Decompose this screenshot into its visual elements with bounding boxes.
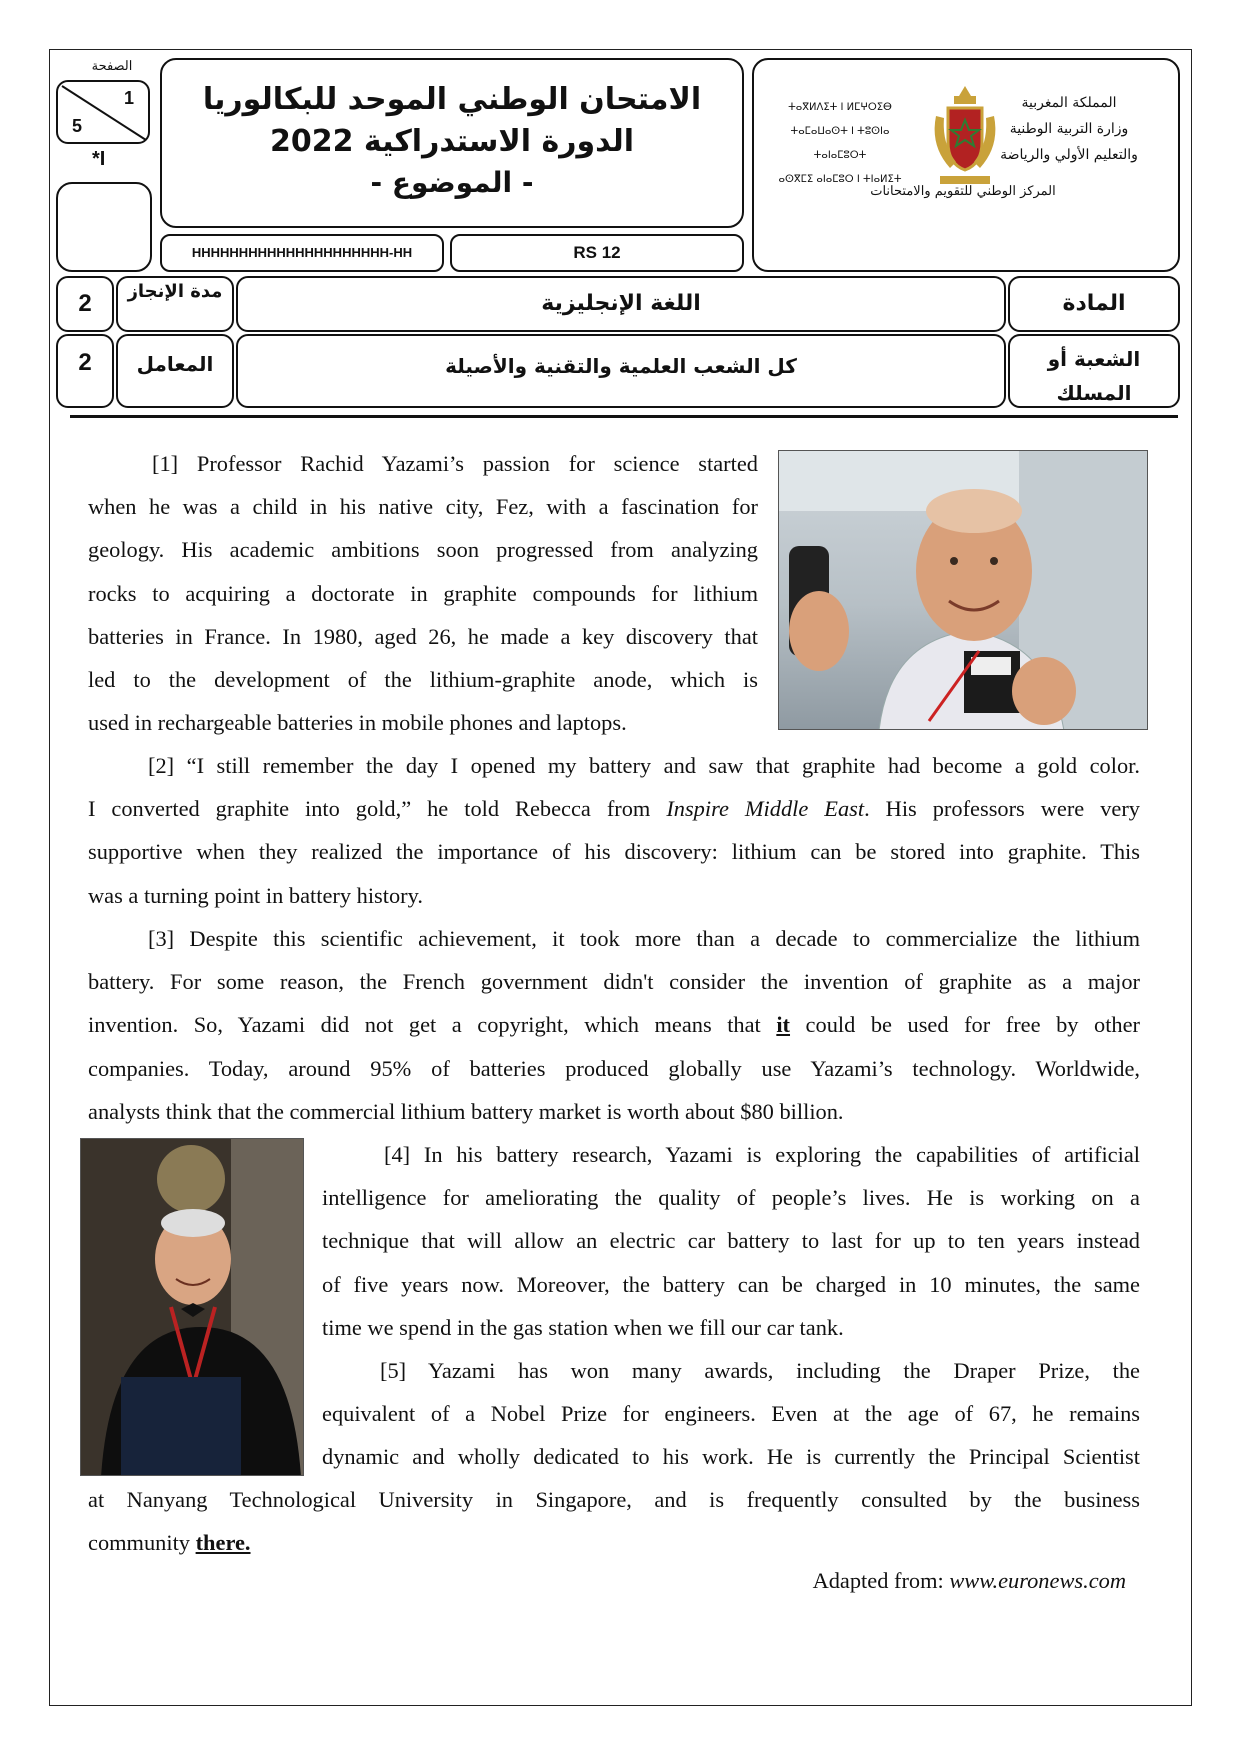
paragraph-5 xyxy=(322,1349,1140,1479)
p1-line-2: when he was a child in his native city, Fez, with a fascination for xyxy=(88,494,758,520)
tifinagh-line-3: ⴰⵙⴳⵎⵉ ⴰⵏⴰⵎⵓⵔ ⵏ ⵜⵏⴰⵍⵉⵜ xyxy=(778,174,902,185)
p3-line-5: analysts think that the commercial lithium battery market is worth about $80 billion. xyxy=(88,1098,844,1124)
coef-key-box xyxy=(116,334,234,408)
paragraph-4 xyxy=(322,1133,1140,1349)
page-current: 1 xyxy=(123,88,134,108)
subject-value-box xyxy=(236,276,1006,332)
award-portrait-drawing xyxy=(81,1139,304,1476)
subject-heading: - الموضوع - xyxy=(370,166,534,199)
p4-line-2: intelligence for ameliorating the quality of people’s lives. He is working on a xyxy=(322,1185,1140,1211)
p4-line-3: technique that will allow an electric car battery to last for up to ten years instead xyxy=(322,1228,1140,1254)
code-left: HHHHHHHHHHHHHHHHHHHHH-HH xyxy=(191,245,413,260)
pronoun-it: it xyxy=(776,1012,791,1038)
p2-line-2-before: I converted graphite into gold,” he told Rebecca from xyxy=(88,796,667,822)
p2-line-2 xyxy=(88,787,1140,830)
source-url: www.euronews.com xyxy=(949,1568,1126,1593)
p3-line-4: companies. Today, around 95% of batteries produced globally use Yazami’s technology. Worldwide, xyxy=(88,1055,1140,1081)
p1-line-4: rocks to acquiring a doctorate in graphite compounds for lithium xyxy=(88,580,758,606)
p2-line-3: supportive when they realized the importance of his discovery: lithium can be stored into graphite. This xyxy=(88,839,1140,865)
p3-line-3-after: could be used for free by other xyxy=(790,1012,1140,1038)
source-credit xyxy=(700,1568,1126,1594)
duration-value-box xyxy=(56,276,114,332)
p4-line-1: [4] In his battery research, Yazami is exploring the capabilities of artificial xyxy=(384,1142,1140,1167)
p3-line-2: battery. For some reason, the French government didn't consider the invention of graphite as a major xyxy=(88,969,1140,995)
p5-line-5 xyxy=(88,1521,1140,1564)
paragraph-1 xyxy=(88,442,758,744)
tifinagh-line-2: ⵜⴰⵎⴰⵡⴰⵙⵜ ⵏ ⵜⵓⵙⵏⴰ ⵜⴰⵏⴰⵎⵓⵔⵜ xyxy=(790,126,890,161)
p5-line-4: at Nanyang Technological University in Singapore, and is frequently consulted by the business xyxy=(88,1487,1140,1512)
tifinagh-line-1: ⵜⴰⴳⵍⴷⵉⵜ ⵏ ⵍⵎⵖⵔⵉⴱ xyxy=(788,102,892,113)
branch-value: كل الشعب العلمية والتقنية والأصيلة xyxy=(445,354,797,378)
coef-value-box xyxy=(56,334,114,408)
p4-line-5: time we spend in the gas station when we fill our car tank. xyxy=(322,1314,844,1340)
p4-line-4: of five years now. Moreover, the battery can be charged in 10 minutes, the same xyxy=(322,1271,1140,1297)
ministry-line-2: وزارة التربية الوطنية xyxy=(1009,121,1129,137)
p3-line-3-before: invention. So, Yazami did not get a copyright, which means that xyxy=(88,1012,777,1038)
p1-line-1: [1] Professor Rachid Yazami’s passion for science started xyxy=(152,451,758,476)
page-number-box xyxy=(56,80,150,144)
branch-key: الشعبة أو المسلك xyxy=(1047,347,1141,405)
p1-line-3: geology. His academic ambitions soon progressed from analyzing xyxy=(88,537,758,563)
branch-key-box xyxy=(1008,334,1180,408)
ministry-tifinagh xyxy=(770,96,910,192)
adverb-there: there. xyxy=(195,1530,251,1556)
yazami-battery-photo xyxy=(778,450,1148,730)
header-rule xyxy=(70,415,1178,418)
exam-title: الامتحان الوطني الموحد للبكالوريا xyxy=(202,82,702,117)
code-left-box xyxy=(160,234,444,272)
p3-line-1: [3] Despite this scientific achievement, it took more than a decade to commercialize the lithium xyxy=(148,926,1140,951)
exam-session: الدورة الاستدراكية 2022 xyxy=(269,124,635,159)
p2-line-2-after: . His professors were very xyxy=(864,796,1140,822)
ministry-arabic xyxy=(974,90,1164,168)
duration-value: 2 xyxy=(78,290,92,317)
p1-line-7: used in rechargeable batteries in mobile phones and laptops. xyxy=(88,710,627,736)
subject-key-box xyxy=(1008,276,1180,332)
p5-line-3: dynamic and wholly dedicated to his work. He is currently the Principal Scientist xyxy=(322,1444,1140,1470)
p1-line-5: batteries in France. In 1980, aged 26, he made a key discovery that xyxy=(88,623,758,649)
coef-key: المعامل xyxy=(136,352,214,376)
p5-line-5-before: community xyxy=(88,1530,196,1556)
source-magazine: Inspire Middle East xyxy=(666,796,865,822)
subject-key: المادة xyxy=(1062,291,1126,316)
p2-line-4: was a turning point in battery history. xyxy=(88,882,423,908)
yazami-portrait-drawing xyxy=(779,451,1148,730)
subject-value: اللغة الإنجليزية xyxy=(541,291,701,316)
paragraph-3 xyxy=(88,917,1140,1133)
yazami-award-photo xyxy=(80,1138,304,1476)
ministry-line-1: المملكة المغربية xyxy=(1021,95,1117,111)
p2-line-1: [2] “I still remember the day I opened my battery and saw that graphite had become a gold color. xyxy=(148,753,1140,778)
p1-line-6: led to the development of the lithium-graphite anode, which is xyxy=(88,667,758,693)
blank-box xyxy=(56,182,152,272)
page-mark: *I xyxy=(92,148,106,170)
exam-title-box xyxy=(160,58,744,228)
p5-line-1: [5] Yazami has won many awards, including the Draper Prize, the xyxy=(380,1358,1140,1383)
duration-key: مدة الإنجاز xyxy=(127,281,223,302)
duration-key-box xyxy=(116,276,234,332)
ministry-line-3: والتعليم الأولي والرياضة xyxy=(1000,147,1138,163)
code-right: RS 12 xyxy=(573,243,621,262)
ministry-line-4: المركز الوطني للتقويم والامتحانات xyxy=(870,184,1056,199)
paragraph-5-continued xyxy=(88,1478,1140,1564)
page-label: الصفحة xyxy=(91,58,133,73)
page-total: 5 xyxy=(72,116,83,136)
code-right-box xyxy=(450,234,744,272)
paragraph-2 xyxy=(88,744,1140,917)
p5-line-2: equivalent of a Nobel Prize for engineers. Even at the age of 67, he remains xyxy=(322,1401,1140,1427)
ministry-box xyxy=(752,58,1180,272)
branch-value-box xyxy=(236,334,1006,408)
coef-value: 2 xyxy=(78,349,92,376)
source-label: Adapted from: xyxy=(812,1568,950,1593)
p3-line-3 xyxy=(88,1003,1140,1046)
